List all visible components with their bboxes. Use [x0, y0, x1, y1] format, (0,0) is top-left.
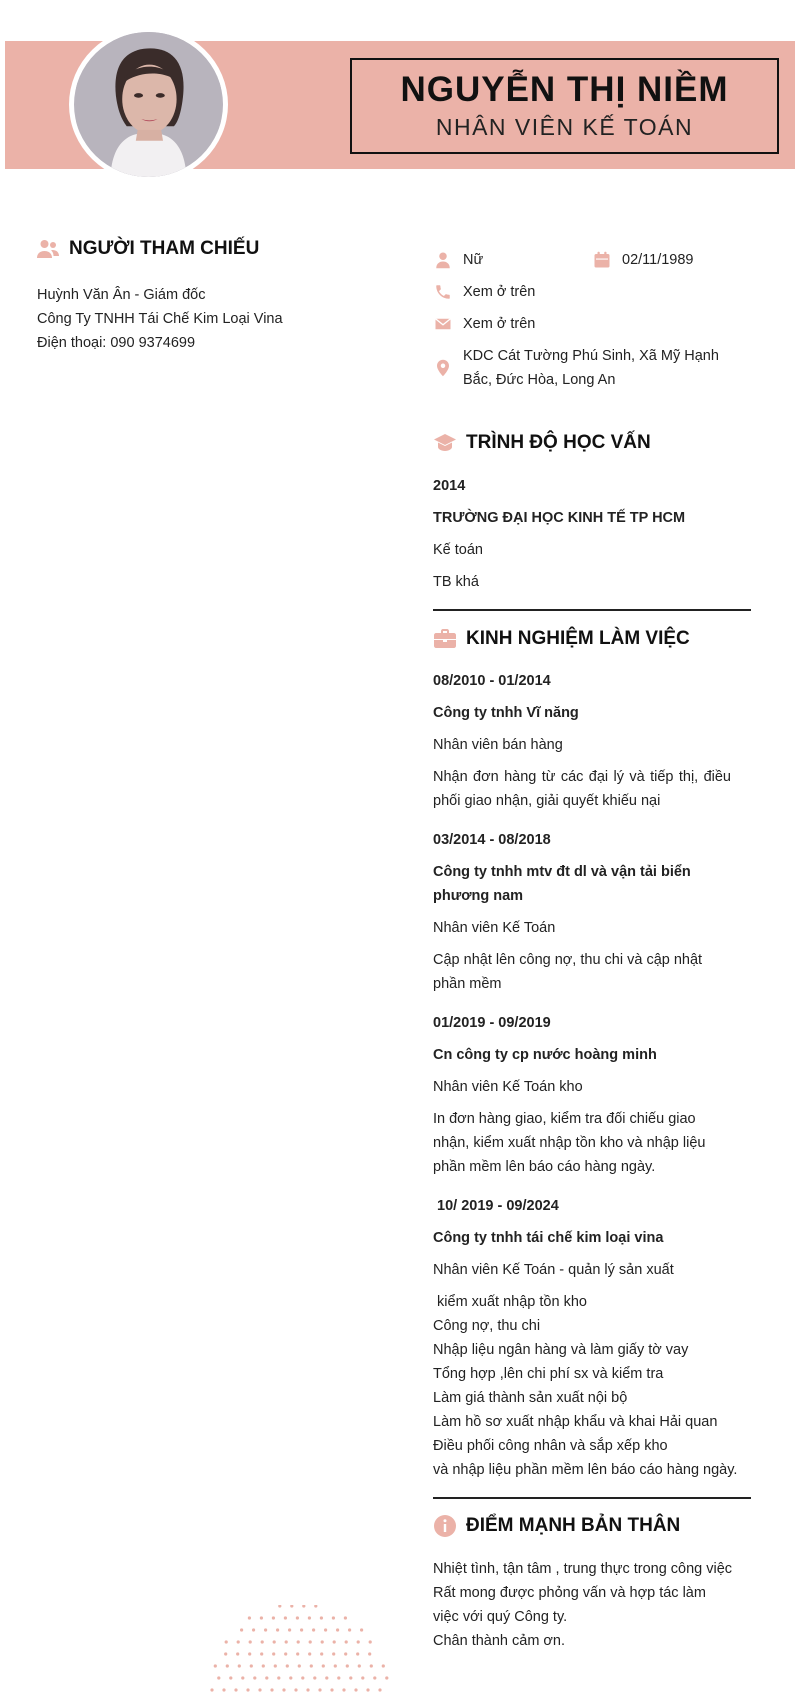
- avatar: [69, 27, 228, 182]
- envelope-icon: [433, 312, 453, 336]
- decorative-dot: [272, 1616, 275, 1619]
- avatar-photo: [74, 32, 223, 177]
- job-duty: Điều phối công nhân và sắp xếp kho: [433, 1438, 668, 1454]
- decorative-dot: [265, 1676, 268, 1679]
- strength-line: Nhiệt tình, tận tâm , trung thực trong công việc: [433, 1561, 733, 1577]
- decorative-dot: [234, 1688, 237, 1691]
- decorative-dot: [262, 1664, 265, 1667]
- job-position: Nhân viên Kế Toán - quản lý sản xuất: [433, 1262, 674, 1278]
- decorative-dot: [320, 1652, 323, 1655]
- strengths-heading: [433, 1514, 680, 1538]
- phone-value: Xem ở trên: [463, 284, 536, 300]
- decorative-dot: [250, 1664, 253, 1667]
- education-year: 2014: [433, 478, 466, 494]
- job-company: Công ty tnhh mtv đt dl và vận tải biển phương nam: [433, 864, 691, 904]
- job-description: In đơn hàng giao, kiểm tra đối chiếu giao nhận, kiểm xuất nhập tồn kho và nhập liệu phần mềm lên báo cáo hàng ngày.: [433, 1111, 706, 1175]
- decorative-dot-pattern: [205, 1605, 395, 1692]
- decorative-dot: [224, 1652, 227, 1655]
- decorative-dot: [229, 1676, 232, 1679]
- reference-line: Điện thoại: 090 9374699: [37, 335, 196, 351]
- decorative-dot: [294, 1688, 297, 1691]
- decorative-dot: [322, 1664, 325, 1667]
- job-period: 08/2010 - 01/2014: [433, 673, 551, 689]
- decorative-dot: [289, 1676, 292, 1679]
- decorative-dot: [273, 1640, 276, 1643]
- decorative-dot: [349, 1676, 352, 1679]
- decorative-dot: [373, 1676, 376, 1679]
- experience-heading-label: KINH NGHIỆM LÀM VIỆC: [466, 628, 690, 649]
- decorative-dot: [253, 1676, 256, 1679]
- decorative-dot: [336, 1628, 339, 1631]
- briefcase-icon: [433, 627, 457, 651]
- decorative-dot: [298, 1664, 301, 1667]
- decorative-dot: [370, 1664, 373, 1667]
- reference-heading-label: NGƯỜI THAM CHIẾU: [69, 238, 260, 259]
- decorative-dot: [252, 1628, 255, 1631]
- birthday-row: [592, 248, 694, 272]
- decorative-dot: [325, 1676, 328, 1679]
- decorative-dot: [321, 1640, 324, 1643]
- decorative-dot: [313, 1676, 316, 1679]
- decorative-dot: [314, 1605, 317, 1608]
- decorative-dot: [300, 1628, 303, 1631]
- decorative-dot: [296, 1616, 299, 1619]
- reference-line: Công Ty TNHH Tái Chế Kim Loại Vina: [37, 311, 283, 327]
- reference-heading: [36, 237, 259, 261]
- decorative-dot: [358, 1664, 361, 1667]
- job-period: 10/ 2019 - 09/2024: [433, 1198, 559, 1214]
- decorative-dot: [276, 1628, 279, 1631]
- decorative-dot: [249, 1640, 252, 1643]
- job-duty: và nhập liệu phần mềm lên báo cáo hàng ngày.: [433, 1462, 738, 1478]
- decorative-dot: [258, 1688, 261, 1691]
- decorative-dot: [356, 1652, 359, 1655]
- decorative-dot: [261, 1640, 264, 1643]
- decorative-dot: [334, 1664, 337, 1667]
- decorative-dot: [344, 1616, 347, 1619]
- job-position: Nhân viên bán hàng: [433, 737, 563, 753]
- address-row: [433, 344, 743, 392]
- education-heading: [433, 431, 651, 455]
- decorative-dot: [248, 1616, 251, 1619]
- decorative-dot: [333, 1640, 336, 1643]
- decorative-dot: [286, 1664, 289, 1667]
- decorative-dot: [310, 1664, 313, 1667]
- gender-row: [433, 248, 483, 272]
- job-duty: Nhập liệu ngân hàng và làm giấy tờ vay: [433, 1342, 689, 1358]
- strength-line: Rất mong được phỏng vấn và hợp tác làm việc với quý Công ty.: [433, 1585, 706, 1625]
- job-period: 01/2019 - 09/2019: [433, 1015, 551, 1031]
- decorative-dot: [306, 1688, 309, 1691]
- decorative-dot: [284, 1616, 287, 1619]
- job-position: Nhân viên Kế Toán: [433, 920, 556, 936]
- decorative-dot: [236, 1652, 239, 1655]
- experience-heading: [433, 627, 690, 651]
- decorative-dot: [342, 1688, 345, 1691]
- decorative-dot: [385, 1676, 388, 1679]
- job-duty: Tổng hợp ,lên chi phí sx và kiểm tra: [433, 1366, 664, 1382]
- decorative-dot: [210, 1688, 213, 1691]
- job-description: Nhận đơn hàng từ các đại lý và tiếp thị, điều phối giao nhận, giải quyết khiếu nại: [433, 769, 731, 809]
- decorative-dot: [277, 1676, 280, 1679]
- decorative-dot: [214, 1664, 217, 1667]
- education-grade: TB khá: [433, 574, 479, 590]
- education-heading-label: TRÌNH ĐỘ HỌC VẤN: [466, 432, 651, 453]
- decorative-dot: [297, 1640, 300, 1643]
- decorative-dot: [278, 1605, 281, 1608]
- education-school: TRƯỜNG ĐẠI HỌC KINH TẾ TP HCM: [433, 510, 686, 526]
- decorative-dot: [324, 1628, 327, 1631]
- decorative-dot: [217, 1676, 220, 1679]
- user-icon: [433, 248, 453, 272]
- decorative-dot: [368, 1652, 371, 1655]
- decorative-dot: [290, 1605, 293, 1608]
- decorative-dot: [284, 1652, 287, 1655]
- decorative-dot: [312, 1628, 315, 1631]
- decorative-dot: [260, 1616, 263, 1619]
- decorative-dot: [285, 1640, 288, 1643]
- decorative-dot: [332, 1616, 335, 1619]
- decorative-dot: [288, 1628, 291, 1631]
- job-duty: kiểm xuất nhập tồn kho: [433, 1294, 587, 1310]
- decorative-dot: [308, 1652, 311, 1655]
- decorative-dot: [345, 1640, 348, 1643]
- info-icon: [433, 1514, 457, 1538]
- decorative-dot: [240, 1628, 243, 1631]
- phone-icon: [433, 280, 453, 304]
- decorative-dot: [318, 1688, 321, 1691]
- email-row: [433, 312, 535, 336]
- decorative-dot: [238, 1664, 241, 1667]
- section-divider: [433, 609, 751, 611]
- decorative-dot: [337, 1676, 340, 1679]
- name-box: [350, 58, 779, 154]
- decorative-dot: [348, 1628, 351, 1631]
- graduation-cap-icon: [433, 431, 457, 455]
- decorative-dot: [226, 1664, 229, 1667]
- job-company: Cn công ty cp nước hoàng minh: [433, 1047, 657, 1063]
- email-value: Xem ở trên: [463, 316, 536, 332]
- decorative-dot: [369, 1640, 372, 1643]
- job-duty: Làm giá thành sản xuất nội bộ: [433, 1390, 628, 1406]
- decorative-dot: [264, 1628, 267, 1631]
- section-divider: [433, 1497, 751, 1499]
- decorative-dot: [308, 1616, 311, 1619]
- decorative-dot: [282, 1688, 285, 1691]
- decorative-dot: [260, 1652, 263, 1655]
- decorative-dot: [248, 1652, 251, 1655]
- job-company: Công ty tnhh Vĩ năng: [433, 705, 579, 721]
- decorative-dot: [302, 1605, 305, 1608]
- gender-value: Nữ: [463, 252, 484, 268]
- decorative-dot: [225, 1640, 228, 1643]
- job-description: Cập nhật lên công nợ, thu chi và cập nhật phần mềm: [433, 952, 703, 992]
- candidate-name: NGUYỄN THỊ NIỀM: [400, 70, 729, 109]
- decorative-dot: [378, 1688, 381, 1691]
- decorative-dot: [357, 1640, 360, 1643]
- decorative-dot: [320, 1616, 323, 1619]
- job-duty: Công nợ, thu chi: [433, 1318, 541, 1334]
- decorative-dot: [344, 1652, 347, 1655]
- strengths-heading-label: ĐIỂM MẠNH BẢN THÂN: [466, 1515, 681, 1536]
- decorative-dot: [360, 1628, 363, 1631]
- calendar-icon: [592, 248, 612, 272]
- job-period: 03/2014 - 08/2018: [433, 832, 551, 848]
- decorative-dot: [222, 1688, 225, 1691]
- address-value: KDC Cát Tường Phú Sinh, Xã Mỹ Hạnh Bắc, Đức Hòa, Long An: [463, 348, 719, 388]
- decorative-dot: [330, 1688, 333, 1691]
- education-major: Kế toán: [433, 542, 483, 558]
- decorative-dot: [346, 1664, 349, 1667]
- job-company: Công ty tnhh tái chế kim loại vina: [433, 1230, 664, 1246]
- decorative-dot: [361, 1676, 364, 1679]
- job-position: Nhân viên Kế Toán kho: [433, 1079, 583, 1095]
- decorative-dot: [309, 1640, 312, 1643]
- decorative-dot: [296, 1652, 299, 1655]
- users-icon: [36, 237, 60, 261]
- reference-line: Huỳnh Văn Ân - Giám đốc: [37, 287, 206, 303]
- decorative-dot: [354, 1688, 357, 1691]
- strength-line: Chân thành cảm ơn.: [433, 1633, 566, 1649]
- candidate-title: NHÂN VIÊN KẾ TOÁN: [435, 114, 694, 140]
- decorative-dot: [382, 1664, 385, 1667]
- decorative-dot: [241, 1676, 244, 1679]
- map-pin-icon: [433, 344, 453, 392]
- decorative-dot: [274, 1664, 277, 1667]
- birthday-value: 02/11/1989: [622, 252, 694, 268]
- decorative-dot: [272, 1652, 275, 1655]
- job-duty: Làm hồ sơ xuất nhập khẩu và khai Hải quan: [433, 1414, 718, 1430]
- phone-row: [433, 280, 535, 304]
- decorative-dot: [332, 1652, 335, 1655]
- decorative-dot: [301, 1676, 304, 1679]
- decorative-dot: [270, 1688, 273, 1691]
- decorative-dot: [366, 1688, 369, 1691]
- decorative-dot: [246, 1688, 249, 1691]
- decorative-dot: [237, 1640, 240, 1643]
